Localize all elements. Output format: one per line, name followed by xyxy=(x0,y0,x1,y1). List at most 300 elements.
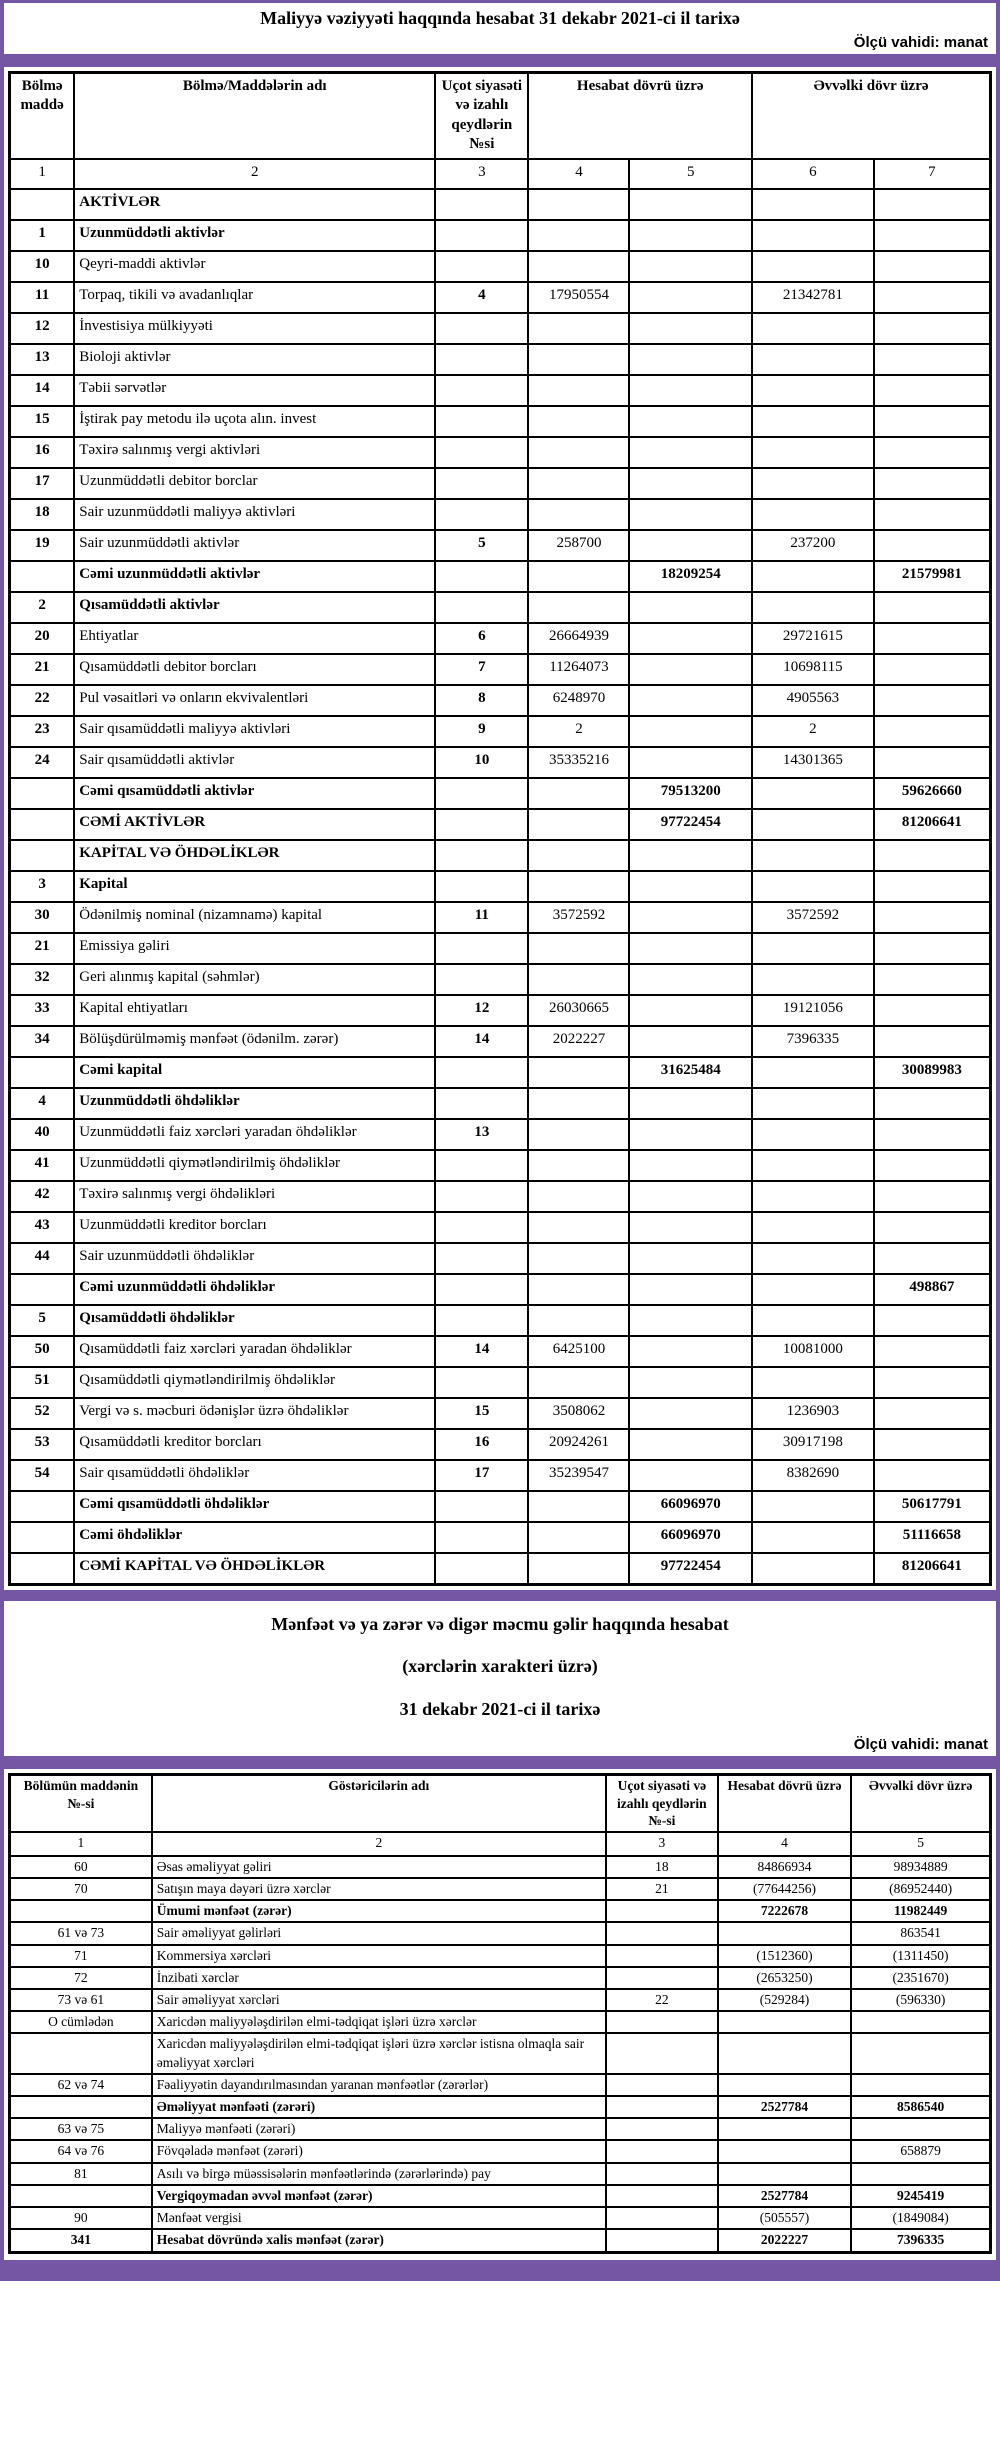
row-previous-value xyxy=(752,375,874,406)
row-previous-value: 7396335 xyxy=(752,1026,874,1057)
row-name: Uzunmüddətli faiz xərcləri yaradan öhdəliklər xyxy=(74,1119,435,1150)
row-previous-value xyxy=(752,964,874,995)
table-row xyxy=(10,344,991,375)
row-code: 32 xyxy=(10,964,75,995)
row-name: İnzibati xərclər xyxy=(152,1967,606,1989)
row-current-total xyxy=(629,282,752,313)
row-code: 62 və 74 xyxy=(10,2074,152,2096)
col-number: 2 xyxy=(74,159,435,189)
row-code: 21 xyxy=(10,933,75,964)
row-name: Asılı və birgə müəssisələrin mənfəətlərində (zərərlərində) pay xyxy=(152,2163,606,2185)
row-current-total xyxy=(629,313,752,344)
row-code: 341 xyxy=(10,2229,152,2252)
row-previous-total xyxy=(874,1181,991,1212)
row-note-number xyxy=(606,2096,718,2118)
row-code xyxy=(10,809,75,840)
row-previous-value: 29721615 xyxy=(752,623,874,654)
row-name: Sair uzunmüddətli öhdəliklər xyxy=(74,1243,435,1274)
row-name: Emissiya gəliri xyxy=(74,933,435,964)
row-note-number xyxy=(435,1243,528,1274)
row-previous-total: 21579981 xyxy=(874,561,991,592)
row-current-value xyxy=(528,189,629,220)
row-current-value xyxy=(718,2163,851,2185)
row-previous-total xyxy=(874,685,991,716)
col-number: 1 xyxy=(10,159,75,189)
row-name: Sair qısamüddətli öhdəliklər xyxy=(74,1460,435,1491)
table-row xyxy=(10,1305,991,1336)
row-note-number: 4 xyxy=(435,282,528,313)
row-current-value: 2527784 xyxy=(718,2096,851,2118)
row-previous-value xyxy=(752,1057,874,1088)
row-code: 33 xyxy=(10,995,75,1026)
row-current-total xyxy=(629,1119,752,1150)
row-code: 71 xyxy=(10,1945,152,1967)
row-code xyxy=(10,840,75,871)
row-previous-total xyxy=(874,468,991,499)
row-name: Pul vəsaitləri və onların ekvivalentləri xyxy=(74,685,435,716)
row-note-number xyxy=(606,2011,718,2033)
row-previous-value: 10698115 xyxy=(752,654,874,685)
row-previous-total xyxy=(874,840,991,871)
table-row xyxy=(10,902,991,933)
row-previous-total: 30089983 xyxy=(874,1057,991,1088)
row-previous-value: (1311450) xyxy=(851,1945,990,1967)
row-current-total xyxy=(629,1429,752,1460)
section-divider-bar xyxy=(4,1590,996,1601)
table-row xyxy=(10,1856,991,1878)
row-current-total xyxy=(629,871,752,902)
header-section-no: Bölümün maddənin №-si xyxy=(10,1775,152,1832)
row-previous-total xyxy=(874,251,991,282)
row-name: Uzunmüddətli qiymətləndirilmiş öhdəliklər xyxy=(74,1150,435,1181)
table-row xyxy=(10,2140,991,2162)
header-row xyxy=(10,1775,991,1832)
table-row xyxy=(10,778,991,809)
row-note-number xyxy=(435,933,528,964)
table-row xyxy=(10,530,991,561)
report2-unit-label: Ölçü vahidi: manat xyxy=(853,1736,988,1753)
row-previous-value: 2 xyxy=(752,716,874,747)
row-current-value xyxy=(528,778,629,809)
row-current-value xyxy=(718,2011,851,2033)
row-previous-value: (1849084) xyxy=(851,2207,990,2229)
row-name: AKTİVLƏR xyxy=(74,189,435,220)
row-code: 44 xyxy=(10,1243,75,1274)
row-previous-value xyxy=(752,406,874,437)
row-current-value xyxy=(528,375,629,406)
row-code: 20 xyxy=(10,623,75,654)
table-row xyxy=(10,1922,991,1944)
row-previous-total xyxy=(874,1119,991,1150)
row-current-total xyxy=(629,964,752,995)
row-current-total xyxy=(629,1367,752,1398)
row-current-value: 3508062 xyxy=(528,1398,629,1429)
table-row xyxy=(10,2229,991,2252)
table-row xyxy=(10,406,991,437)
row-note-number xyxy=(435,344,528,375)
row-current-total xyxy=(629,251,752,282)
row-name: CƏMİ AKTİVLƏR xyxy=(74,809,435,840)
row-current-total: 97722454 xyxy=(629,1553,752,1585)
header-current-period: Hesabat dövrü üzrə xyxy=(528,72,752,159)
row-code xyxy=(10,561,75,592)
table-row xyxy=(10,747,991,778)
report2-title-line2: (xərclərin xarakteri üzrə) xyxy=(402,1656,598,1676)
row-code: 52 xyxy=(10,1398,75,1429)
row-current-total xyxy=(629,220,752,251)
header-indicator-name: Göstəricilərin adı xyxy=(152,1775,606,1832)
row-code: 13 xyxy=(10,344,75,375)
row-previous-total xyxy=(874,1367,991,1398)
row-name: Sair əməliyyat gəlirləri xyxy=(152,1922,606,1944)
row-previous-total xyxy=(874,716,991,747)
row-note-number: 13 xyxy=(435,1119,528,1150)
row-note-number xyxy=(435,375,528,406)
bottom-border-bar xyxy=(4,2260,996,2281)
row-previous-value: 8382690 xyxy=(752,1460,874,1491)
table-row xyxy=(10,1119,991,1150)
header-previous-period: Əvvəlki dövr üzrə xyxy=(851,1775,990,1832)
row-current-value: 2022227 xyxy=(718,2229,851,2252)
table-row xyxy=(10,1057,991,1088)
row-previous-value xyxy=(752,437,874,468)
row-previous-total xyxy=(874,1336,991,1367)
row-name: Qısamüddətli kreditor borcları xyxy=(74,1429,435,1460)
row-previous-value xyxy=(851,2163,990,2185)
section-divider-bar xyxy=(4,1756,996,1769)
row-current-value: 2022227 xyxy=(528,1026,629,1057)
row-current-value xyxy=(718,1922,851,1944)
row-note-number xyxy=(606,1900,718,1922)
row-current-value: 11264073 xyxy=(528,654,629,685)
table-row xyxy=(10,499,991,530)
table-row xyxy=(10,716,991,747)
row-code: 18 xyxy=(10,499,75,530)
row-previous-value xyxy=(752,1522,874,1553)
row-previous-value xyxy=(752,1150,874,1181)
row-previous-value xyxy=(752,778,874,809)
col-number: 2 xyxy=(152,1832,606,1856)
row-previous-value xyxy=(851,2033,990,2073)
row-name: Qısamüddətli öhdəliklər xyxy=(74,1305,435,1336)
table-row xyxy=(10,2033,991,2073)
row-current-total: 66096970 xyxy=(629,1491,752,1522)
row-current-value xyxy=(528,468,629,499)
row-current-total: 18209254 xyxy=(629,561,752,592)
header-item-name: Bölmə/Maddələrin adı xyxy=(74,72,435,159)
row-name: CƏMİ KAPİTAL VƏ ÖHDƏLİKLƏR xyxy=(74,1553,435,1585)
row-note-number: 15 xyxy=(435,1398,528,1429)
table-row xyxy=(10,1336,991,1367)
table-row xyxy=(10,592,991,623)
row-previous-value xyxy=(752,809,874,840)
row-note-number: 17 xyxy=(435,1460,528,1491)
row-code: 72 xyxy=(10,1967,152,1989)
row-current-value: 20924261 xyxy=(528,1429,629,1460)
row-current-value xyxy=(528,561,629,592)
row-name: Bölüşdürülməmiş mənfəət (ödənilm. zərər) xyxy=(74,1026,435,1057)
row-name: Sair uzunmüddətli maliyyə aktivləri xyxy=(74,499,435,530)
row-previous-value xyxy=(752,933,874,964)
row-name: Uzunmüddətli aktivlər xyxy=(74,220,435,251)
row-current-total xyxy=(629,1243,752,1274)
row-current-value: (2653250) xyxy=(718,1967,851,1989)
row-previous-value: (596330) xyxy=(851,1989,990,2011)
row-current-value xyxy=(528,840,629,871)
row-code: 30 xyxy=(10,902,75,933)
row-current-total xyxy=(629,1336,752,1367)
row-previous-value xyxy=(851,2118,990,2140)
balance-sheet-table xyxy=(8,71,992,1586)
row-previous-total xyxy=(874,499,991,530)
table-row xyxy=(10,1429,991,1460)
row-current-value xyxy=(528,1150,629,1181)
table-row xyxy=(10,2163,991,2185)
row-code: 21 xyxy=(10,654,75,685)
table-row xyxy=(10,933,991,964)
row-name: Təxirə salınmış vergi öhdəlikləri xyxy=(74,1181,435,1212)
row-note-number xyxy=(606,2033,718,2073)
row-name: Torpaq, tikili və avadanlıqlar xyxy=(74,282,435,313)
row-previous-value xyxy=(752,1367,874,1398)
table-row xyxy=(10,1989,991,2011)
column-number-row xyxy=(10,1832,991,1856)
row-current-value xyxy=(528,964,629,995)
row-previous-value xyxy=(752,1119,874,1150)
row-current-total xyxy=(629,1026,752,1057)
row-current-value xyxy=(528,1119,629,1150)
row-previous-total xyxy=(874,1429,991,1460)
row-name: Qısamüddətli debitor borcları xyxy=(74,654,435,685)
row-note-number xyxy=(435,499,528,530)
row-code: 60 xyxy=(10,1856,152,1878)
row-name: Qısamüddətli qiymətləndirilmiş öhdəliklər xyxy=(74,1367,435,1398)
row-previous-total xyxy=(874,375,991,406)
row-current-total xyxy=(629,902,752,933)
row-note-number: 11 xyxy=(435,902,528,933)
row-previous-value: 14301365 xyxy=(752,747,874,778)
col-number: 3 xyxy=(606,1832,718,1856)
table-row xyxy=(10,1088,991,1119)
row-current-total xyxy=(629,747,752,778)
row-name: Təxirə salınmış vergi aktivləri xyxy=(74,437,435,468)
table-row xyxy=(10,2207,991,2229)
row-note-number xyxy=(606,1945,718,1967)
table-row xyxy=(10,809,991,840)
row-previous-value: 8586540 xyxy=(851,2096,990,2118)
row-previous-value xyxy=(752,189,874,220)
table-row xyxy=(10,1900,991,1922)
row-previous-value xyxy=(752,1243,874,1274)
row-note-number xyxy=(435,592,528,623)
col-number: 6 xyxy=(752,159,874,189)
row-previous-total xyxy=(874,933,991,964)
row-note-number xyxy=(435,251,528,282)
row-previous-value: 11982449 xyxy=(851,1900,990,1922)
row-code: 43 xyxy=(10,1212,75,1243)
row-code xyxy=(10,2096,152,2118)
row-current-value xyxy=(528,1274,629,1305)
row-current-value xyxy=(528,1305,629,1336)
row-code: 40 xyxy=(10,1119,75,1150)
row-code: 63 və 75 xyxy=(10,2118,152,2140)
table-row xyxy=(10,964,991,995)
row-code: 51 xyxy=(10,1367,75,1398)
row-code xyxy=(10,2185,152,2207)
row-current-value xyxy=(528,1212,629,1243)
row-current-value xyxy=(528,1522,629,1553)
row-current-total xyxy=(629,1212,752,1243)
row-name: Geri alınmış kapital (səhmlər) xyxy=(74,964,435,995)
report2-title-box xyxy=(4,1601,996,1757)
row-current-total xyxy=(629,995,752,1026)
row-current-value: 6248970 xyxy=(528,685,629,716)
row-previous-total xyxy=(874,220,991,251)
row-previous-value: 98934889 xyxy=(851,1856,990,1878)
row-name: Mənfəət vergisi xyxy=(152,2207,606,2229)
row-previous-value xyxy=(752,1212,874,1243)
row-note-number xyxy=(435,1553,528,1585)
table-row xyxy=(10,2096,991,2118)
row-previous-total xyxy=(874,406,991,437)
row-current-total: 97722454 xyxy=(629,809,752,840)
row-previous-total xyxy=(874,1088,991,1119)
row-note-number xyxy=(435,1150,528,1181)
row-previous-value xyxy=(752,344,874,375)
row-code: 2 xyxy=(10,592,75,623)
row-note-number xyxy=(606,2185,718,2207)
row-previous-value: 19121056 xyxy=(752,995,874,1026)
table-row xyxy=(10,1398,991,1429)
row-previous-value xyxy=(752,499,874,530)
row-current-value xyxy=(528,406,629,437)
row-current-value xyxy=(528,1088,629,1119)
table-row xyxy=(10,1212,991,1243)
row-current-value: 2527784 xyxy=(718,2185,851,2207)
row-code xyxy=(10,2033,152,2073)
table-row xyxy=(10,654,991,685)
row-note-number xyxy=(435,406,528,437)
row-note-number: 22 xyxy=(606,1989,718,2011)
row-previous-total xyxy=(874,530,991,561)
row-current-value xyxy=(528,1491,629,1522)
row-note-number: 10 xyxy=(435,747,528,778)
row-code: 34 xyxy=(10,1026,75,1057)
row-current-value: 6425100 xyxy=(528,1336,629,1367)
row-current-total xyxy=(629,499,752,530)
header-current-period: Hesabat dövrü üzrə xyxy=(718,1775,851,1832)
row-note-number xyxy=(435,220,528,251)
table-row xyxy=(10,1491,991,1522)
row-previous-total xyxy=(874,1398,991,1429)
row-current-total xyxy=(629,468,752,499)
row-note-number: 5 xyxy=(435,530,528,561)
row-previous-total xyxy=(874,1212,991,1243)
row-note-number xyxy=(435,1522,528,1553)
row-code xyxy=(10,778,75,809)
row-note-number xyxy=(435,1491,528,1522)
row-current-total xyxy=(629,685,752,716)
row-code: 19 xyxy=(10,530,75,561)
table-row xyxy=(10,1878,991,1900)
row-code: 10 xyxy=(10,251,75,282)
row-current-value xyxy=(528,499,629,530)
col-number: 4 xyxy=(528,159,629,189)
row-code xyxy=(10,189,75,220)
row-current-value: 258700 xyxy=(528,530,629,561)
row-name: Uzunmüddətli kreditor borcları xyxy=(74,1212,435,1243)
row-name: Ehtiyatlar xyxy=(74,623,435,654)
row-code: 15 xyxy=(10,406,75,437)
table-row xyxy=(10,375,991,406)
table-row xyxy=(10,2185,991,2207)
table-row xyxy=(10,2118,991,2140)
table-row xyxy=(10,220,991,251)
row-previous-total xyxy=(874,902,991,933)
row-previous-value: 863541 xyxy=(851,1922,990,1944)
row-previous-total: 498867 xyxy=(874,1274,991,1305)
row-name: Qısamüddətli aktivlər xyxy=(74,592,435,623)
row-note-number xyxy=(606,2163,718,2185)
row-current-value xyxy=(528,592,629,623)
row-previous-value xyxy=(752,468,874,499)
table-row xyxy=(10,623,991,654)
row-previous-total: 81206641 xyxy=(874,809,991,840)
row-previous-total xyxy=(874,344,991,375)
table-row xyxy=(10,1243,991,1274)
row-code: 4 xyxy=(10,1088,75,1119)
row-code: 53 xyxy=(10,1429,75,1460)
row-previous-value xyxy=(752,840,874,871)
row-previous-total xyxy=(874,437,991,468)
row-name: Ödənilmiş nominal (nizamnamə) kapital xyxy=(74,902,435,933)
row-name: Vergiqoymadan əvvəl mənfəət (zərər) xyxy=(152,2185,606,2207)
header-row xyxy=(10,72,991,159)
row-previous-value xyxy=(851,2011,990,2033)
table-row xyxy=(10,1553,991,1585)
row-current-value xyxy=(718,2140,851,2162)
row-current-total: 66096970 xyxy=(629,1522,752,1553)
row-note-number xyxy=(435,778,528,809)
row-note-number xyxy=(606,1922,718,1944)
row-code: 81 xyxy=(10,2163,152,2185)
row-note-number: 12 xyxy=(435,995,528,1026)
table-row xyxy=(10,1522,991,1553)
table-row xyxy=(10,2074,991,2096)
row-current-total xyxy=(629,437,752,468)
row-note-number xyxy=(435,189,528,220)
row-current-value: 26664939 xyxy=(528,623,629,654)
table-row xyxy=(10,1945,991,1967)
row-previous-value: 1236903 xyxy=(752,1398,874,1429)
row-current-total xyxy=(629,344,752,375)
row-code: 41 xyxy=(10,1150,75,1181)
row-note-number xyxy=(606,1967,718,1989)
table-row xyxy=(10,995,991,1026)
table-row xyxy=(10,251,991,282)
row-note-number: 18 xyxy=(606,1856,718,1878)
col-number: 5 xyxy=(629,159,752,189)
row-previous-total: 81206641 xyxy=(874,1553,991,1585)
row-code xyxy=(10,1553,75,1585)
row-current-total xyxy=(629,933,752,964)
row-note-number xyxy=(606,2140,718,2162)
row-code: 5 xyxy=(10,1305,75,1336)
row-current-total xyxy=(629,1305,752,1336)
row-previous-value xyxy=(752,313,874,344)
table-row xyxy=(10,561,991,592)
row-previous-value: (86952440) xyxy=(851,1878,990,1900)
